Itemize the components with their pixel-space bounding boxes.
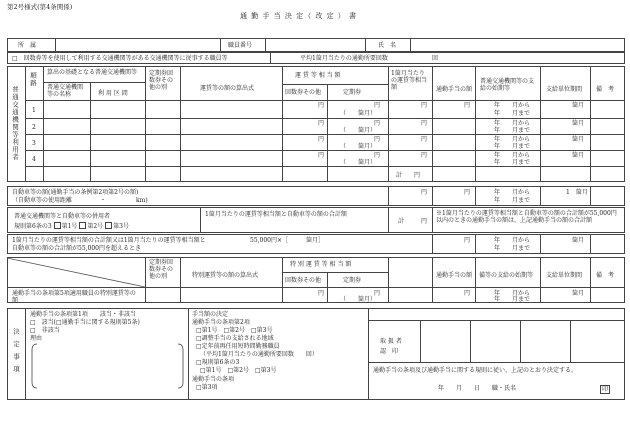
affiliation-label: 所 属	[18, 42, 37, 49]
special-col-remarks: 備 考	[596, 272, 615, 279]
route-no-4: 4	[32, 156, 36, 163]
special-months: （ 箇月）	[340, 296, 377, 303]
special-until: 年 月まで	[494, 296, 531, 303]
col-start: 普通交通機関等の支給の始期等	[480, 78, 535, 92]
transit-total: 計 円	[396, 172, 421, 179]
row4-monthly-yen: 円	[421, 152, 428, 159]
row3-commuter-yen: 円	[374, 136, 381, 143]
decision-line2[interactable]: □ 該当(□通勤手当に関する規則第5条)	[30, 319, 140, 326]
combined-opt3: 第3号	[113, 223, 129, 230]
form-number: 第2号様式(第4条関係)	[7, 3, 73, 11]
special-col-allowance: 通勤手当の額	[436, 272, 473, 279]
combined-rule-label: 規則第6条の3	[14, 223, 52, 230]
route-no-2: 2	[32, 124, 36, 131]
combined-note: ※1箇月当たりの運賃等相当額と自動車等の額の合計額が55,000円以内のときの通勤手当の額は、上記通勤手当の額の合計額	[436, 210, 617, 224]
excess-unit: 箇月	[572, 237, 585, 244]
page-title: 通 勤 手 当 決 定（ 改 定 ） 書	[240, 12, 358, 20]
decision-line3[interactable]: □ 非該当	[30, 327, 60, 334]
combined-opt2: 第2号	[87, 223, 104, 230]
vehicle-unit: 1 箇月	[566, 189, 588, 196]
row1-months: （ 箇月）	[340, 110, 377, 117]
special-col-ticket: 定期券回数券その他の別	[149, 259, 174, 280]
seal-label: 認 印	[380, 348, 399, 355]
decision-mid5[interactable]: □定年前再任用短時間勤務職員	[196, 343, 280, 350]
row2-until: 年 月まで	[494, 127, 531, 134]
vehicle-until: 年 月まで	[494, 197, 531, 204]
avg-count-unit: 回	[432, 55, 439, 62]
row1-other-yen: 円	[318, 102, 325, 109]
row1-monthly-yen: 円	[421, 102, 428, 109]
transit-side-label: 普通交通機関等利用者	[11, 86, 19, 161]
excess-label-1: 1箇月当たりの運賃等相当額の合計額又は1箇月当たりの運賃等相当額と	[12, 237, 206, 244]
combined-yen: 円	[421, 218, 428, 225]
combined-opt1: 第1号	[61, 223, 78, 230]
special-commuter-yen: 円	[374, 290, 381, 297]
row1-unit: 箇月	[572, 102, 585, 109]
excess-yen: 円	[464, 237, 471, 244]
row3-monthly-yen: 円	[421, 136, 428, 143]
vehicle-yen: 円	[421, 189, 428, 196]
row2-other-yen: 円	[318, 120, 325, 127]
special-other-yen: 円	[318, 290, 325, 297]
vehicle-from: 年 月から	[494, 189, 531, 196]
col-monthly: 1箇月当たりの運賃等相当額	[391, 70, 428, 91]
vehicle-distance-unit: km)	[136, 197, 148, 204]
special-col-other: 回数券その他	[285, 277, 322, 284]
decision-statement: 通勤手当の条項及び通勤手当に関する規則に従い、上記のとおり決定する。	[373, 367, 578, 374]
decision-date-signature[interactable]: 年 月 日 職・氏名	[438, 385, 517, 392]
decision-mid6: （平均1箇月当たりの通勤所要回数 回）	[200, 351, 318, 358]
excess-formula: 55,000円×［ 箇月］	[250, 237, 325, 244]
decision-line4: 理由	[30, 335, 43, 342]
col-remarks: 備 考	[596, 86, 615, 93]
special-allowance-yen: 円	[464, 290, 471, 297]
combined-sum-label: 1箇月当たりの運賃等相当額と自動車等の額の合計額	[205, 211, 347, 218]
decision-mid9: 通勤手当の条項	[192, 376, 235, 383]
vehicle-label: 自動車等の額(通勤手当の条例第2項第2号の額)	[12, 189, 139, 196]
vehicle-distance-label: （自動車等の使用距離	[12, 197, 73, 204]
col-ticket-other: 回数券その他	[285, 89, 322, 96]
row2-monthly-yen: 円	[421, 120, 428, 127]
row2-from: 年 月から	[494, 120, 531, 127]
row3-unit: 箇月	[572, 136, 585, 143]
decision-mid7[interactable]: □規則第6条の3	[196, 359, 240, 366]
excess-label-2: 自動車等の額の合計額が55,000円を超えるとき	[12, 245, 141, 252]
excess-from: 年 月から	[494, 237, 531, 244]
row2-commuter-yen: 円	[374, 120, 381, 127]
excess-until: 年 月まで	[494, 245, 531, 252]
name-label: 氏 名	[378, 42, 397, 49]
decision-side-label: 決定事項	[12, 328, 20, 378]
combined-total-label: 計	[398, 218, 405, 225]
row1-allowance-yen: 円	[464, 102, 471, 109]
decision-line1: 通勤手当の条項第1項 該当・非該当	[30, 311, 136, 318]
row1-commuter-yen: 円	[374, 102, 381, 109]
route-no-1: 1	[32, 107, 36, 114]
avg-count-label: 平均1箇月当たりの通勤所要回数	[300, 55, 388, 62]
special-unit: 箇月	[572, 290, 585, 297]
row3-until: 年 月まで	[494, 143, 531, 150]
col-section: 利 用 区 間	[98, 90, 128, 97]
col-transit-name: 普通交通機関等の名称	[47, 84, 84, 98]
decision-mid8[interactable]: □第1号 □第2号 □第3号	[200, 367, 277, 374]
combined-label: 普通交通機関等と自動車等の併用者	[14, 213, 111, 220]
ticket-user-check[interactable]: □ 回数券等を使用して利用する交通機関等がある交通機関等に従事する職員等	[12, 55, 228, 62]
col-unit: 支給単位期間	[546, 86, 583, 93]
special-col-start: 備等の支給の始期等	[479, 272, 534, 279]
row4-commuter-yen: 円	[374, 152, 381, 159]
row1-until: 年 月まで	[494, 110, 531, 117]
vehicle-distance-value: ・	[100, 197, 107, 204]
row2-months: （ 箇月）	[340, 127, 377, 134]
col-route-head: 算出の基礎となる普通交通機関等	[47, 69, 138, 76]
decision-mid3[interactable]: □第1号 □第2号 □第3号	[196, 327, 273, 334]
row1-from: 年 月から	[494, 102, 531, 109]
row4-unit: 箇月	[572, 152, 585, 159]
row3-other-yen: 円	[318, 136, 325, 143]
col-fare-equiv: 運 賃 等 相 当 額	[295, 72, 341, 79]
handler-label: 取 扱 者	[380, 338, 402, 345]
route-no-3: 3	[32, 140, 36, 147]
special-col-commuter: 定期券	[343, 277, 362, 284]
col-ticket-type: 定期券回数券その他の別	[149, 70, 174, 91]
decision-mid10[interactable]: □第3項	[196, 384, 218, 391]
row4-until: 年 月まで	[494, 159, 531, 166]
special-col-equiv: 特 別 運 賃 等 相 当 額	[290, 261, 352, 268]
official-stamp: 印	[602, 386, 609, 393]
row4-other-yen: 円	[318, 152, 325, 159]
special-col-unit: 支給単位期間	[546, 272, 583, 279]
decision-mid2: 通勤手当の条項第2項	[192, 319, 250, 326]
row3-from: 年 月から	[494, 136, 531, 143]
special-label: 通勤手当の条項第5項適用職員の特別運賃等の額	[12, 290, 136, 304]
staff-no-label: 職員番号	[228, 42, 253, 49]
special-col-calc: 特別運賃等の額の算出式	[192, 272, 259, 279]
col-fare-calc: 運賃等の額の算出式	[200, 85, 255, 92]
col-route-no: 順路	[29, 72, 37, 87]
col-commuter: 定期券	[343, 89, 362, 96]
special-from: 年 月から	[494, 290, 531, 297]
row4-months: （ 箇月）	[340, 159, 377, 166]
vehicle-allowance-yen: 円	[464, 189, 471, 196]
decision-mid4[interactable]: □調整手当の支給される地域	[196, 335, 274, 342]
row3-months: （ 箇月）	[340, 143, 377, 150]
row2-unit: 箇月	[572, 120, 585, 127]
row4-from: 年 月から	[494, 152, 531, 159]
decision-mid1: 手当額の決定	[192, 311, 229, 318]
col-allowance: 通勤手当の額	[436, 86, 473, 93]
